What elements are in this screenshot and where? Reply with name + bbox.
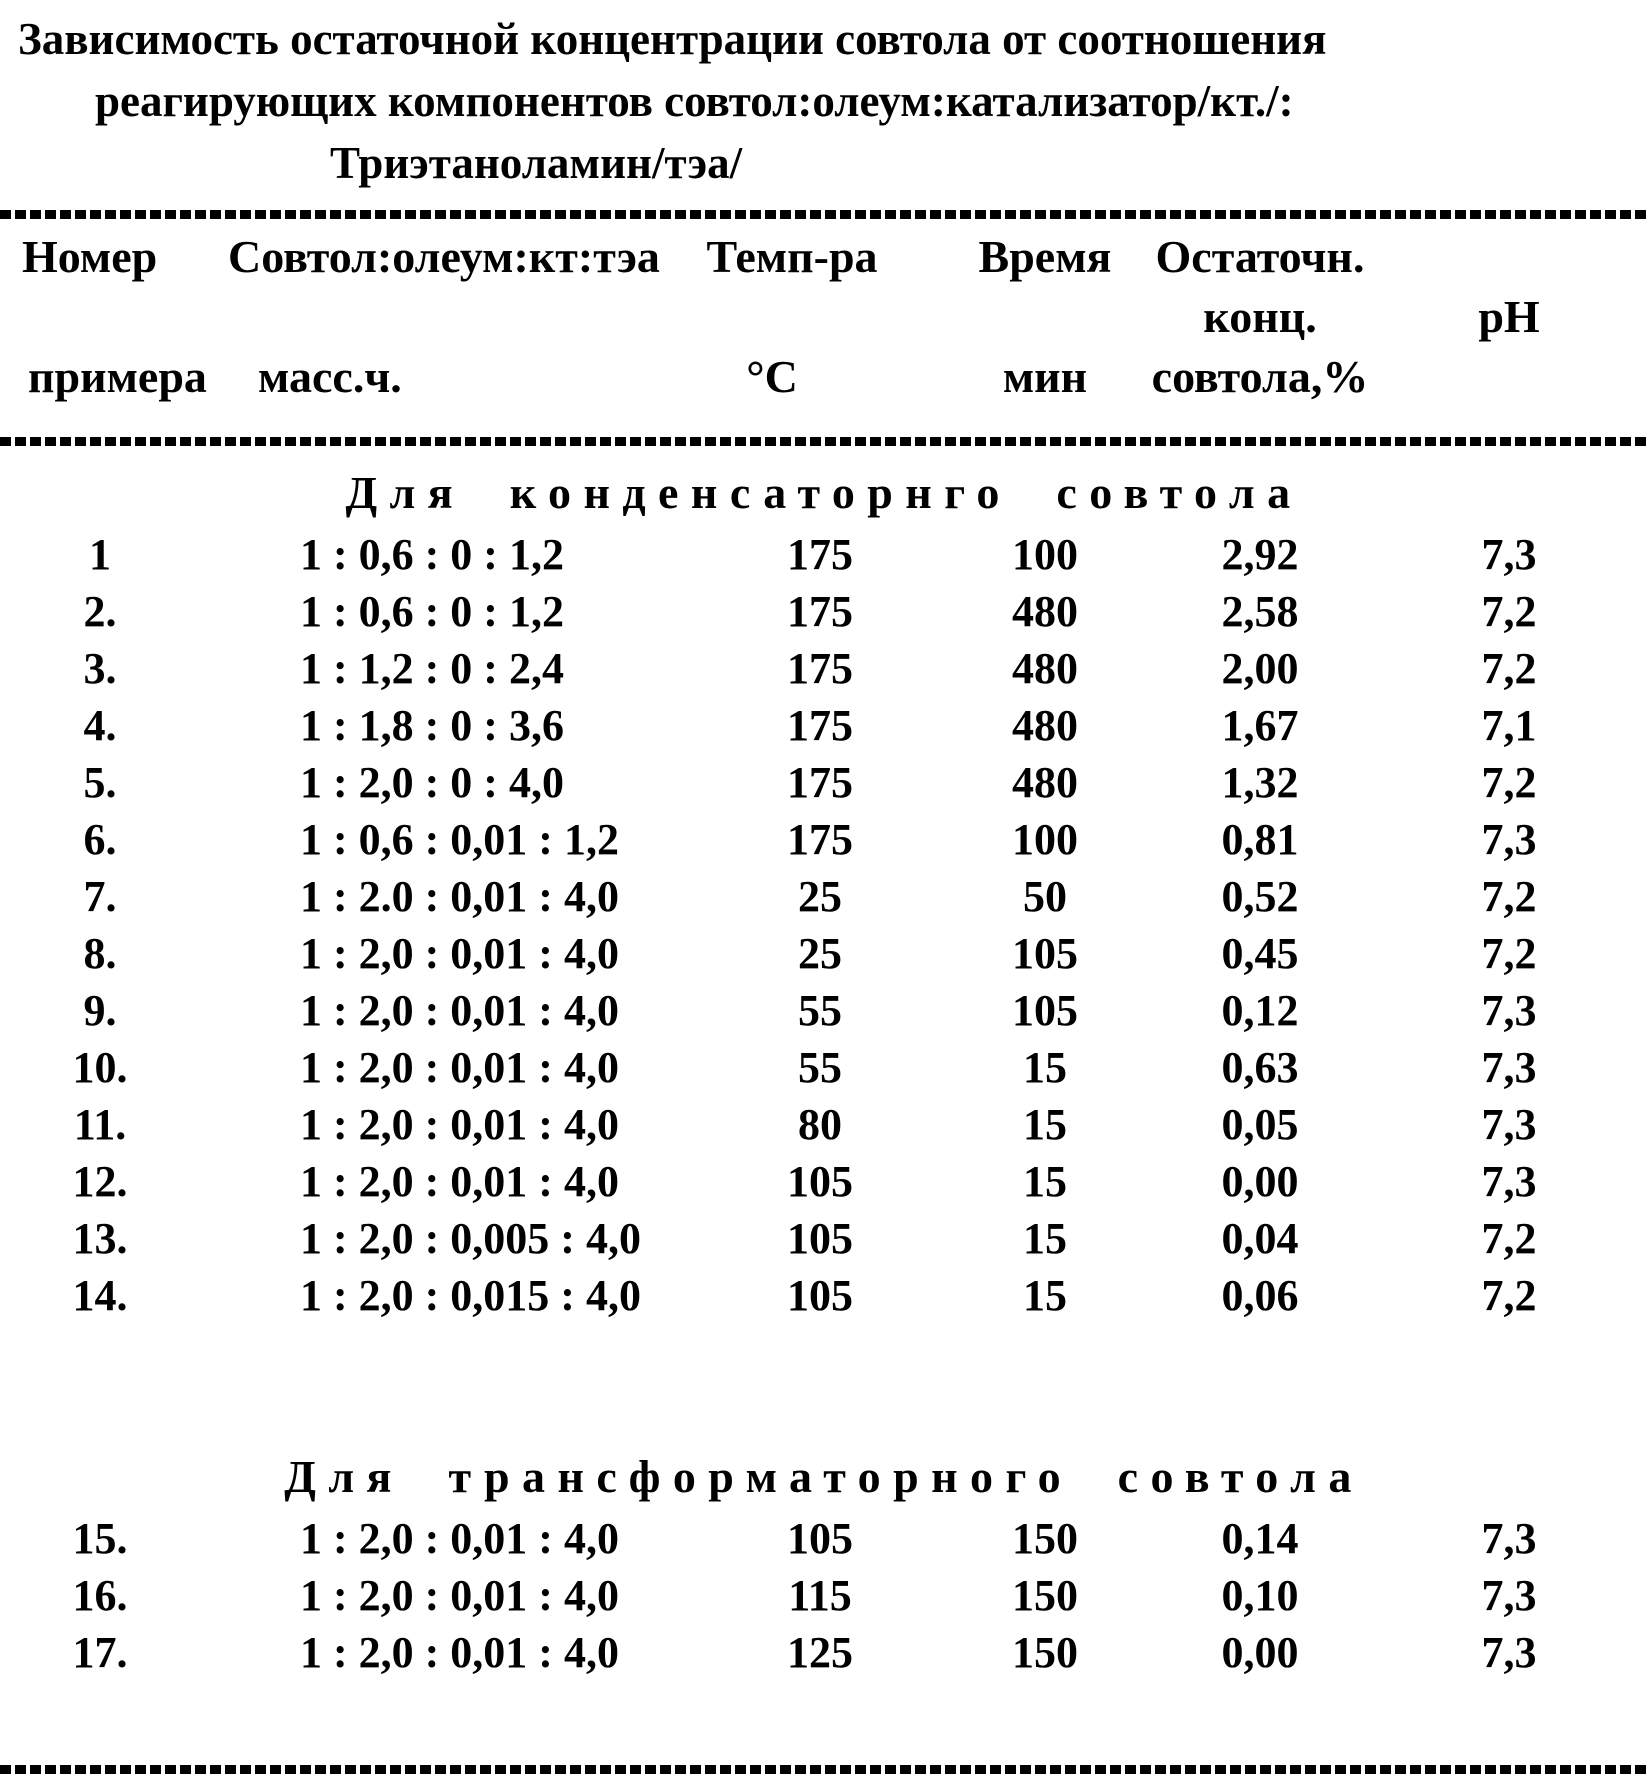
cell-temperature: 105: [787, 1157, 853, 1206]
cell-temperature: 115: [788, 1571, 852, 1620]
cell-residual-concentration: 2,00: [1221, 644, 1299, 693]
cell-ratio: 1 : 0,6 : 0 : 1,2: [300, 587, 564, 636]
cell-ratio: 1 : 2,0 : 0 : 4,0: [300, 758, 564, 807]
table-row: [0, 811, 1648, 868]
cell-ph: 7,1: [1481, 701, 1537, 750]
cell-ratio: 1 : 2,0 : 0,01 : 4,0: [300, 1157, 619, 1206]
cell-time: 100: [1012, 815, 1078, 864]
cell-temperature: 55: [798, 986, 842, 1035]
header-ratio-label: Совтол:олеум:кт:тэа: [228, 231, 660, 282]
section-title: Для конденсаторнго совтола: [345, 467, 1303, 518]
cell-ph: 7,3: [1481, 1514, 1537, 1563]
cell-example-number: 9.: [83, 986, 117, 1035]
header-ph-label: рН: [1478, 291, 1540, 342]
cell-residual-concentration: 0,14: [1221, 1514, 1299, 1563]
cell-residual-concentration: 0,12: [1221, 986, 1299, 1035]
table-row: [0, 640, 1648, 697]
cell-ratio: 1 : 2,0 : 0,01 : 4,0: [300, 1043, 619, 1092]
table-row: [0, 697, 1648, 754]
header-time-units-label: мин: [1002, 351, 1088, 402]
cell-ph: 7,2: [1481, 587, 1537, 636]
cell-time: 105: [1012, 929, 1078, 978]
cell-temperature: 55: [798, 1043, 842, 1092]
cell-residual-concentration: 0,10: [1221, 1571, 1299, 1620]
header-col-ph: [1370, 227, 1648, 407]
cell-time: 15: [1023, 1214, 1067, 1263]
section-rows: [0, 526, 1648, 1324]
table-row: [0, 868, 1648, 925]
cell-residual-concentration: 0,81: [1221, 815, 1299, 864]
cell-example-number: 11.: [73, 1100, 127, 1149]
cell-time: 480: [1012, 644, 1078, 693]
cell-ratio: 1 : 2,0 : 0,01 : 4,0: [300, 929, 619, 978]
cell-temperature: 175: [787, 587, 853, 636]
cell-ratio: 1 : 0,6 : 0 : 1,2: [300, 530, 564, 579]
cell-ph: 7,3: [1481, 986, 1537, 1035]
cell-ph: 7,2: [1481, 1271, 1537, 1320]
cell-temperature: 175: [787, 701, 853, 750]
table-title-line-3: Триэтаноламин/тэа/: [330, 138, 743, 188]
cell-example-number: 8.: [83, 929, 117, 978]
header-col-residual-concentration: [1150, 227, 1370, 407]
table-row: [0, 754, 1648, 811]
section-rows: [0, 1510, 1648, 1681]
cell-ratio: 1 : 2,0 : 0,01 : 4,0: [300, 1100, 619, 1149]
cell-residual-concentration: 2,58: [1221, 587, 1299, 636]
cell-ph: 7,3: [1481, 1043, 1537, 1092]
cell-time: 50: [1023, 872, 1067, 921]
header-spacer: [0, 287, 200, 347]
cell-example-number: 10.: [72, 1043, 128, 1092]
cell-ph: 7,3: [1481, 1100, 1537, 1149]
cell-time: 15: [1023, 1043, 1067, 1092]
cell-ph: 7,2: [1481, 758, 1537, 807]
cell-temperature: 175: [787, 530, 853, 579]
cell-ratio: 1 : 2,0 : 0,015 : 4,0: [300, 1271, 641, 1320]
cell-time: 480: [1012, 758, 1078, 807]
table-row: [0, 1510, 1648, 1567]
table-row: [0, 1210, 1648, 1267]
cell-temperature: 175: [787, 644, 853, 693]
cell-ph: 7,3: [1481, 815, 1537, 864]
cell-ratio: 1 : 2,0 : 0,01 : 4,0: [300, 1571, 619, 1620]
cell-ratio: 1 : 2,0 : 0,005 : 4,0: [300, 1214, 641, 1263]
table-row: [0, 1096, 1648, 1153]
cell-residual-concentration: 0,63: [1221, 1043, 1299, 1092]
cell-time: 480: [1012, 587, 1078, 636]
header-example-number-sublabel: примера: [28, 351, 207, 402]
cell-example-number: 13.: [72, 1214, 128, 1263]
cell-ratio: 1 : 2.0 : 0,01 : 4,0: [300, 872, 619, 921]
cell-ph: 7,3: [1481, 1628, 1537, 1677]
header-concentration-label: конц.: [1203, 291, 1317, 342]
section-transformer-sovtol: [0, 1452, 1648, 1681]
section-title: Для трансформаторного совтола: [284, 1451, 1364, 1502]
table-row: [0, 1624, 1648, 1681]
cell-temperature: 175: [787, 758, 853, 807]
cell-residual-concentration: 1,32: [1221, 758, 1299, 807]
cell-time: 105: [1012, 986, 1078, 1035]
section-condenser-sovtol: [0, 468, 1648, 1324]
cell-residual-concentration: 0,05: [1221, 1100, 1299, 1149]
table-row: [0, 925, 1648, 982]
cell-ratio: 1 : 2,0 : 0,01 : 4,0: [300, 1628, 619, 1677]
cell-ratio: 1 : 1,2 : 0 : 2,4: [300, 644, 564, 693]
cell-residual-concentration: 2,92: [1221, 530, 1299, 579]
cell-ph: 7,2: [1481, 872, 1537, 921]
cell-time: 15: [1023, 1100, 1067, 1149]
cell-ratio: 1 : 0,6 : 0,01 : 1,2: [300, 815, 619, 864]
cell-example-number: 1: [89, 530, 111, 579]
cell-time: 150: [1012, 1514, 1078, 1563]
cell-example-number: 15.: [72, 1514, 128, 1563]
cell-time: 480: [1012, 701, 1078, 750]
cell-temperature: 25: [798, 872, 842, 921]
header-col-temperature: [700, 227, 940, 407]
cell-example-number: 2.: [83, 587, 117, 636]
table-row: [0, 583, 1648, 640]
cell-time: 15: [1023, 1157, 1067, 1206]
header-spacer: [1370, 227, 1648, 287]
cell-residual-concentration: 0,04: [1221, 1214, 1299, 1263]
cell-temperature: 105: [787, 1514, 853, 1563]
cell-temperature: 175: [787, 815, 853, 864]
cell-example-number: 12.: [72, 1157, 128, 1206]
cell-example-number: 7.: [83, 872, 117, 921]
table-header: [0, 227, 1648, 407]
cell-ph: 7,2: [1481, 1214, 1537, 1263]
cell-example-number: 6.: [83, 815, 117, 864]
header-example-number-label: Номер: [22, 231, 158, 282]
header-time-label: Время: [978, 231, 1112, 282]
cell-residual-concentration: 1,67: [1221, 701, 1299, 750]
cell-residual-concentration: 0,00: [1221, 1628, 1299, 1677]
table-row: [0, 1039, 1648, 1096]
header-spacer: [1370, 347, 1648, 407]
cell-example-number: 16.: [72, 1571, 128, 1620]
cell-ph: 7,2: [1481, 929, 1537, 978]
header-col-time: [940, 227, 1150, 407]
table-title-line-1: Зависимость остаточной концентрации совтола от соотношения: [18, 14, 1327, 64]
cell-ratio: 1 : 2,0 : 0,01 : 4,0: [300, 1514, 619, 1563]
cell-residual-concentration: 0,00: [1221, 1157, 1299, 1206]
cell-temperature: 105: [787, 1271, 853, 1320]
cell-residual-concentration: 0,45: [1221, 929, 1299, 978]
cell-ratio: 1 : 2,0 : 0,01 : 4,0: [300, 986, 619, 1035]
header-ratio-units-label: масс.ч.: [258, 351, 402, 402]
cell-temperature: 125: [787, 1628, 853, 1677]
header-col-example-number: [0, 227, 207, 407]
dashed-divider-bottom: [0, 1765, 1648, 1774]
cell-example-number: 14.: [72, 1271, 128, 1320]
dashed-divider-top: [0, 210, 1648, 219]
cell-time: 100: [1012, 530, 1078, 579]
cell-residual-concentration: 0,06: [1221, 1271, 1299, 1320]
cell-temperature: 80: [798, 1100, 842, 1149]
header-temperature-label: Темп-ра: [706, 231, 878, 282]
cell-time: 150: [1012, 1628, 1078, 1677]
header-spacer: [940, 287, 1150, 347]
header-sovtol-percent-label: совтола,%: [1151, 351, 1369, 402]
cell-temperature: 25: [798, 929, 842, 978]
header-temperature-units-label: °С: [746, 351, 798, 402]
cell-ph: 7,3: [1481, 1571, 1537, 1620]
header-residual-label: Остаточн.: [1155, 231, 1365, 282]
header-spacer: [700, 287, 940, 347]
cell-example-number: 5.: [83, 758, 117, 807]
cell-residual-concentration: 0,52: [1221, 872, 1299, 921]
table-row: [0, 1567, 1648, 1624]
cell-time: 150: [1012, 1571, 1078, 1620]
table-title: [0, 0, 1648, 194]
header-col-ratio: [200, 227, 700, 407]
cell-example-number: 4.: [83, 701, 117, 750]
cell-ph: 7,3: [1481, 1157, 1537, 1206]
cell-temperature: 105: [787, 1214, 853, 1263]
table-row: [0, 526, 1648, 583]
cell-ph: 7,3: [1481, 530, 1537, 579]
header-spacer: [200, 287, 700, 347]
table-row: [0, 1267, 1648, 1324]
cell-ratio: 1 : 1,8 : 0 : 3,6: [300, 701, 564, 750]
cell-example-number: 3.: [83, 644, 117, 693]
cell-ph: 7,2: [1481, 644, 1537, 693]
table-row: [0, 982, 1648, 1039]
cell-time: 15: [1023, 1271, 1067, 1320]
table-row: [0, 1153, 1648, 1210]
cell-example-number: 17.: [72, 1628, 128, 1677]
table-title-line-2: реагирующих компонентов совтол:олеум:катализатор/кт./:: [95, 76, 1294, 126]
dashed-divider-header: [0, 437, 1648, 446]
